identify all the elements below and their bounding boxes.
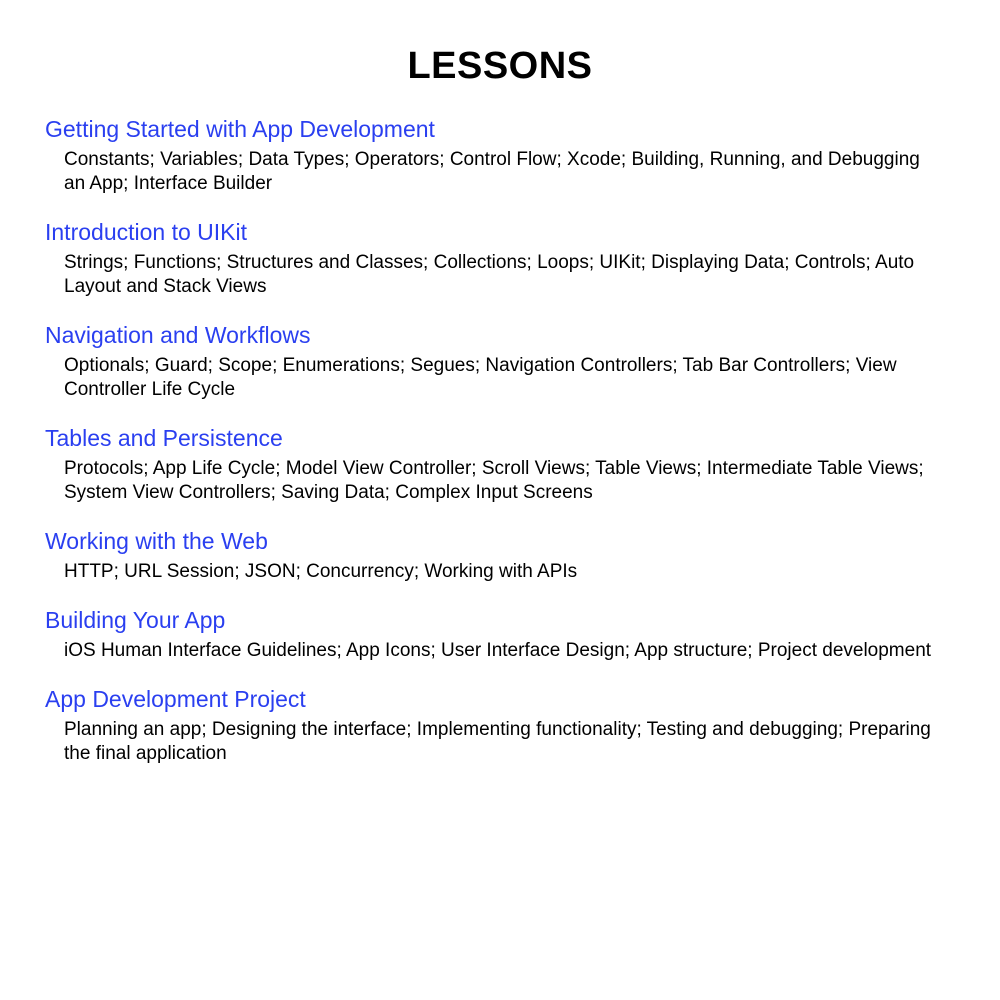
lesson-item — [45, 421, 945, 505]
lesson-title-link[interactable]: Tables and Persistence — [45, 425, 283, 451]
lesson-topics: Strings; Functions; Structures and Classes; Collections; Loops; UIKit; Displaying Data; Controls; Auto Layout and Stack Views — [64, 252, 915, 297]
lesson-item — [45, 524, 945, 584]
lesson-topics: Protocols; App Life Cycle; Model View Controller; Scroll Views; Table Views; Intermediate Table Views; System View Controllers; Saving Data; Complex Input Screens — [64, 458, 924, 503]
lesson-topics: Optionals; Guard; Scope; Enumerations; Segues; Navigation Controllers; Tab Bar Controllers; View Controller Life Cycle — [64, 355, 897, 400]
lesson-topics: Planning an app; Designing the interface; Implementing functionality; Testing and debugging; Preparing the final application — [64, 719, 931, 764]
lesson-title-link[interactable]: App Development Project — [45, 686, 306, 712]
lesson-topics: iOS Human Interface Guidelines; App Icons; User Interface Design; App structure; Project development — [64, 640, 932, 661]
lesson-list — [45, 112, 945, 785]
lesson-topics: HTTP; URL Session; JSON; Concurrency; Working with APIs — [64, 561, 578, 582]
lesson-item — [45, 603, 945, 663]
lesson-title-link[interactable]: Getting Started with App Development — [45, 116, 435, 142]
lesson-topics: Constants; Variables; Data Types; Operators; Control Flow; Xcode; Building, Running, and Debugging an App; Interface Builder — [64, 149, 920, 194]
lesson-item — [45, 682, 945, 766]
lesson-title-link[interactable]: Navigation and Workflows — [45, 322, 311, 348]
lesson-item — [45, 318, 945, 402]
lesson-title-link[interactable]: Building Your App — [45, 607, 226, 633]
lesson-title-link[interactable]: Working with the Web — [45, 528, 268, 554]
page-title: LESSONS — [407, 45, 593, 87]
lesson-title-link[interactable]: Introduction to UIKit — [45, 219, 247, 245]
lesson-item — [45, 112, 945, 196]
lesson-item — [45, 215, 945, 299]
